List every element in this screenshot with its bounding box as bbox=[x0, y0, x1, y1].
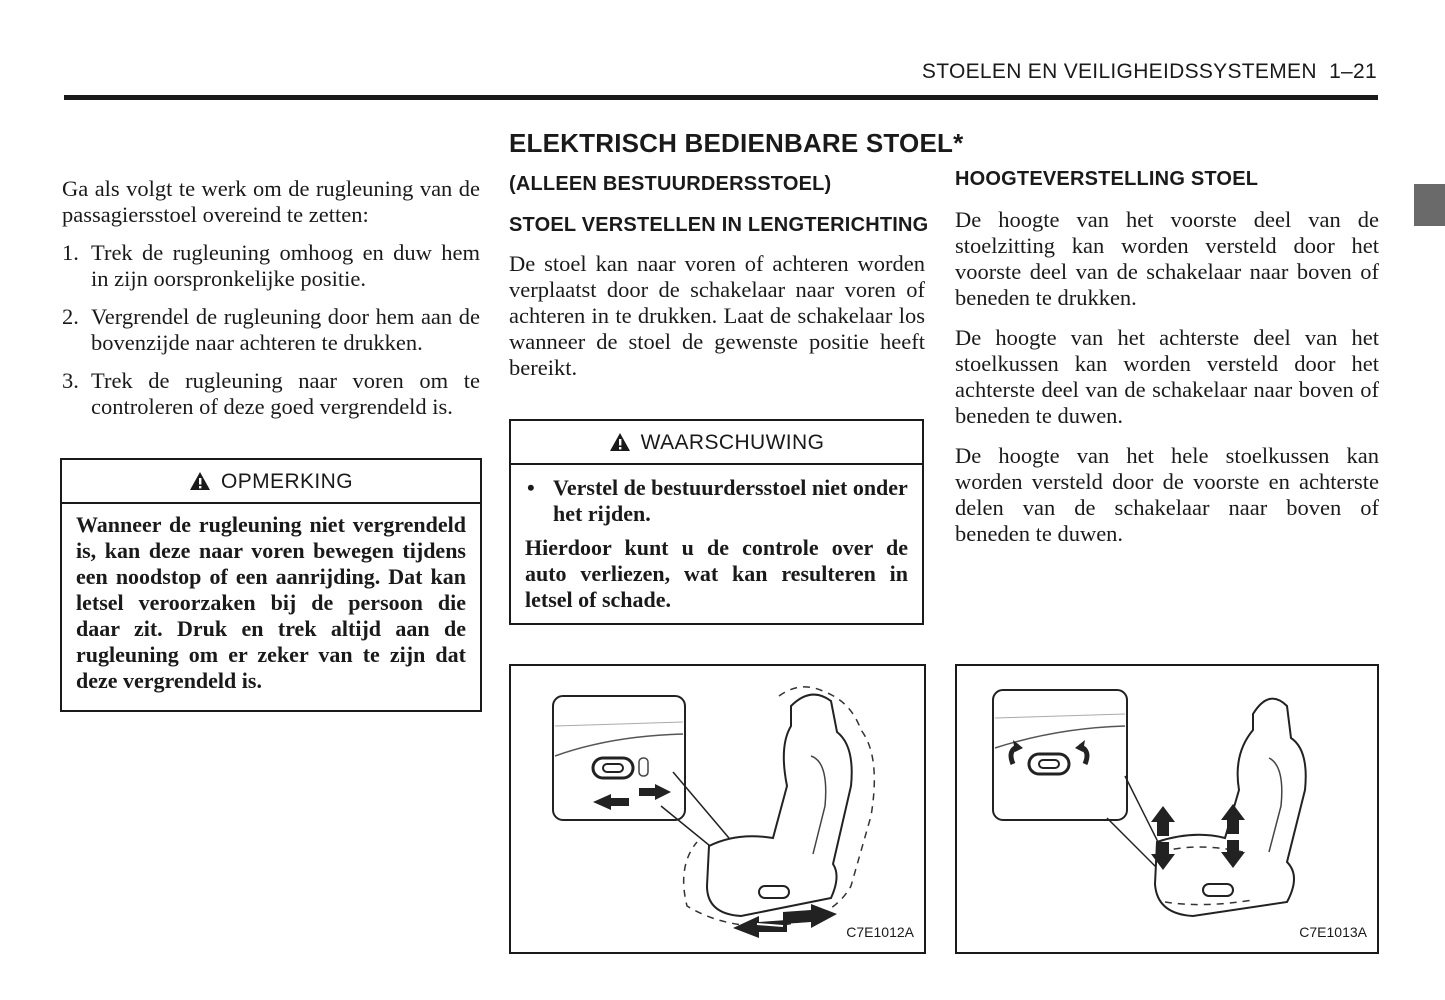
warning-text: Hierdoor kunt u de controle over de auto verliezen, wat kan resulteren in letsel of schade. bbox=[525, 535, 908, 612]
list-item bbox=[62, 368, 480, 420]
note-text: Wanneer de rugleuning niet vergrendeld is, kan deze naar voren bewegen tijdens een noodstop of een aanrijding. Dat kan letsel veroorzaken bij de persoon die daar zit. Druk en trek altijd aan de rugleuning om er zeker van te zijn dat deze vergrendeld is. bbox=[76, 512, 466, 693]
section-subtitle: (ALLEEN BESTUURDERSSTOEL) bbox=[509, 173, 832, 195]
warning-triangle-icon bbox=[609, 432, 631, 452]
height-paragraph-rear: De hoogte van het achterste deel van het stoelkussen kan worden versteld door het achterste deel van de schakelaar naar boven of beneden te duwen. bbox=[955, 325, 1379, 428]
seat-height-illustration bbox=[955, 664, 1379, 954]
note-title: OPMERKING bbox=[221, 470, 353, 493]
running-head bbox=[922, 60, 1377, 84]
warning-box-header bbox=[511, 421, 922, 465]
note-box-header bbox=[62, 460, 480, 504]
page-number: 1–21 bbox=[1329, 60, 1377, 83]
figure-code: C7E1012A bbox=[846, 924, 914, 940]
list-item bbox=[62, 304, 480, 356]
height-paragraph-whole: De hoogte van het hele stoelkussen kan worden versteld door de voorste en achterste delen van de schakelaar naar boven of beneden te duwen. bbox=[955, 443, 1379, 546]
fore-aft-paragraph: De stoel kan naar voren of achteren worden verplaatst door de schakelaar naar voren of achteren in te drukken. Laat de schakelaar los wanneer de stoel de gewenste positie heeft bereikt. bbox=[509, 251, 925, 380]
warning-title: WAARSCHUWING bbox=[640, 431, 825, 454]
step-number: 3. bbox=[62, 368, 79, 393]
warning-triangle-icon bbox=[189, 471, 211, 491]
note-box bbox=[60, 458, 482, 712]
note-box-body bbox=[62, 504, 480, 704]
seat-height-drawing bbox=[957, 666, 1381, 956]
header-rule bbox=[64, 95, 1378, 100]
step-number: 1. bbox=[62, 240, 79, 265]
left-column bbox=[62, 176, 480, 432]
warning-box bbox=[509, 419, 924, 625]
seat-fore-aft-illustration bbox=[509, 664, 926, 954]
warning-bullet-text: Verstel de bestuurdersstoel niet onder het rijden. bbox=[553, 475, 908, 526]
subsection-heading: STOEL VERSTELLEN IN LENGTERICHTING bbox=[509, 214, 929, 236]
seat-fore-aft-drawing bbox=[511, 666, 928, 956]
subsection-heading: HOOGTEVERSTELLING STOEL bbox=[955, 168, 1259, 190]
step-text: Vergrendel de rugleuning door hem aan de bovenzijde naar achteren te drukken. bbox=[91, 304, 480, 355]
intro-paragraph: Ga als volgt te werk om de rugleuning van de passagiersstoel overeind te zetten: bbox=[62, 176, 480, 227]
bullet-dot: • bbox=[527, 475, 535, 500]
middle-column bbox=[509, 128, 964, 381]
chapter-tab-marker bbox=[1414, 184, 1445, 226]
right-column bbox=[955, 168, 1379, 547]
step-number: 2. bbox=[62, 304, 79, 329]
warning-bullet bbox=[525, 475, 908, 527]
step-text: Trek de rugleuning omhoog en duw hem in zijn oorspronkelijke positie. bbox=[91, 240, 480, 291]
running-head-title: STOELEN EN VEILIGHEIDSSYSTEMEN bbox=[921, 60, 1317, 83]
warning-box-body bbox=[511, 465, 922, 623]
list-item bbox=[62, 240, 480, 292]
figure-code: C7E1013A bbox=[1299, 924, 1367, 940]
steps-list bbox=[62, 240, 480, 420]
step-text: Trek de rugleuning naar voren om te controleren of deze goed vergrendeld is. bbox=[91, 368, 480, 419]
height-paragraph-front: De hoogte van het voorste deel van de stoelzitting kan worden versteld door het voorste deel van de schakelaar naar boven of beneden te drukken. bbox=[955, 207, 1379, 310]
section-title: ELEKTRISCH BEDIENBARE STOEL* bbox=[509, 128, 964, 158]
